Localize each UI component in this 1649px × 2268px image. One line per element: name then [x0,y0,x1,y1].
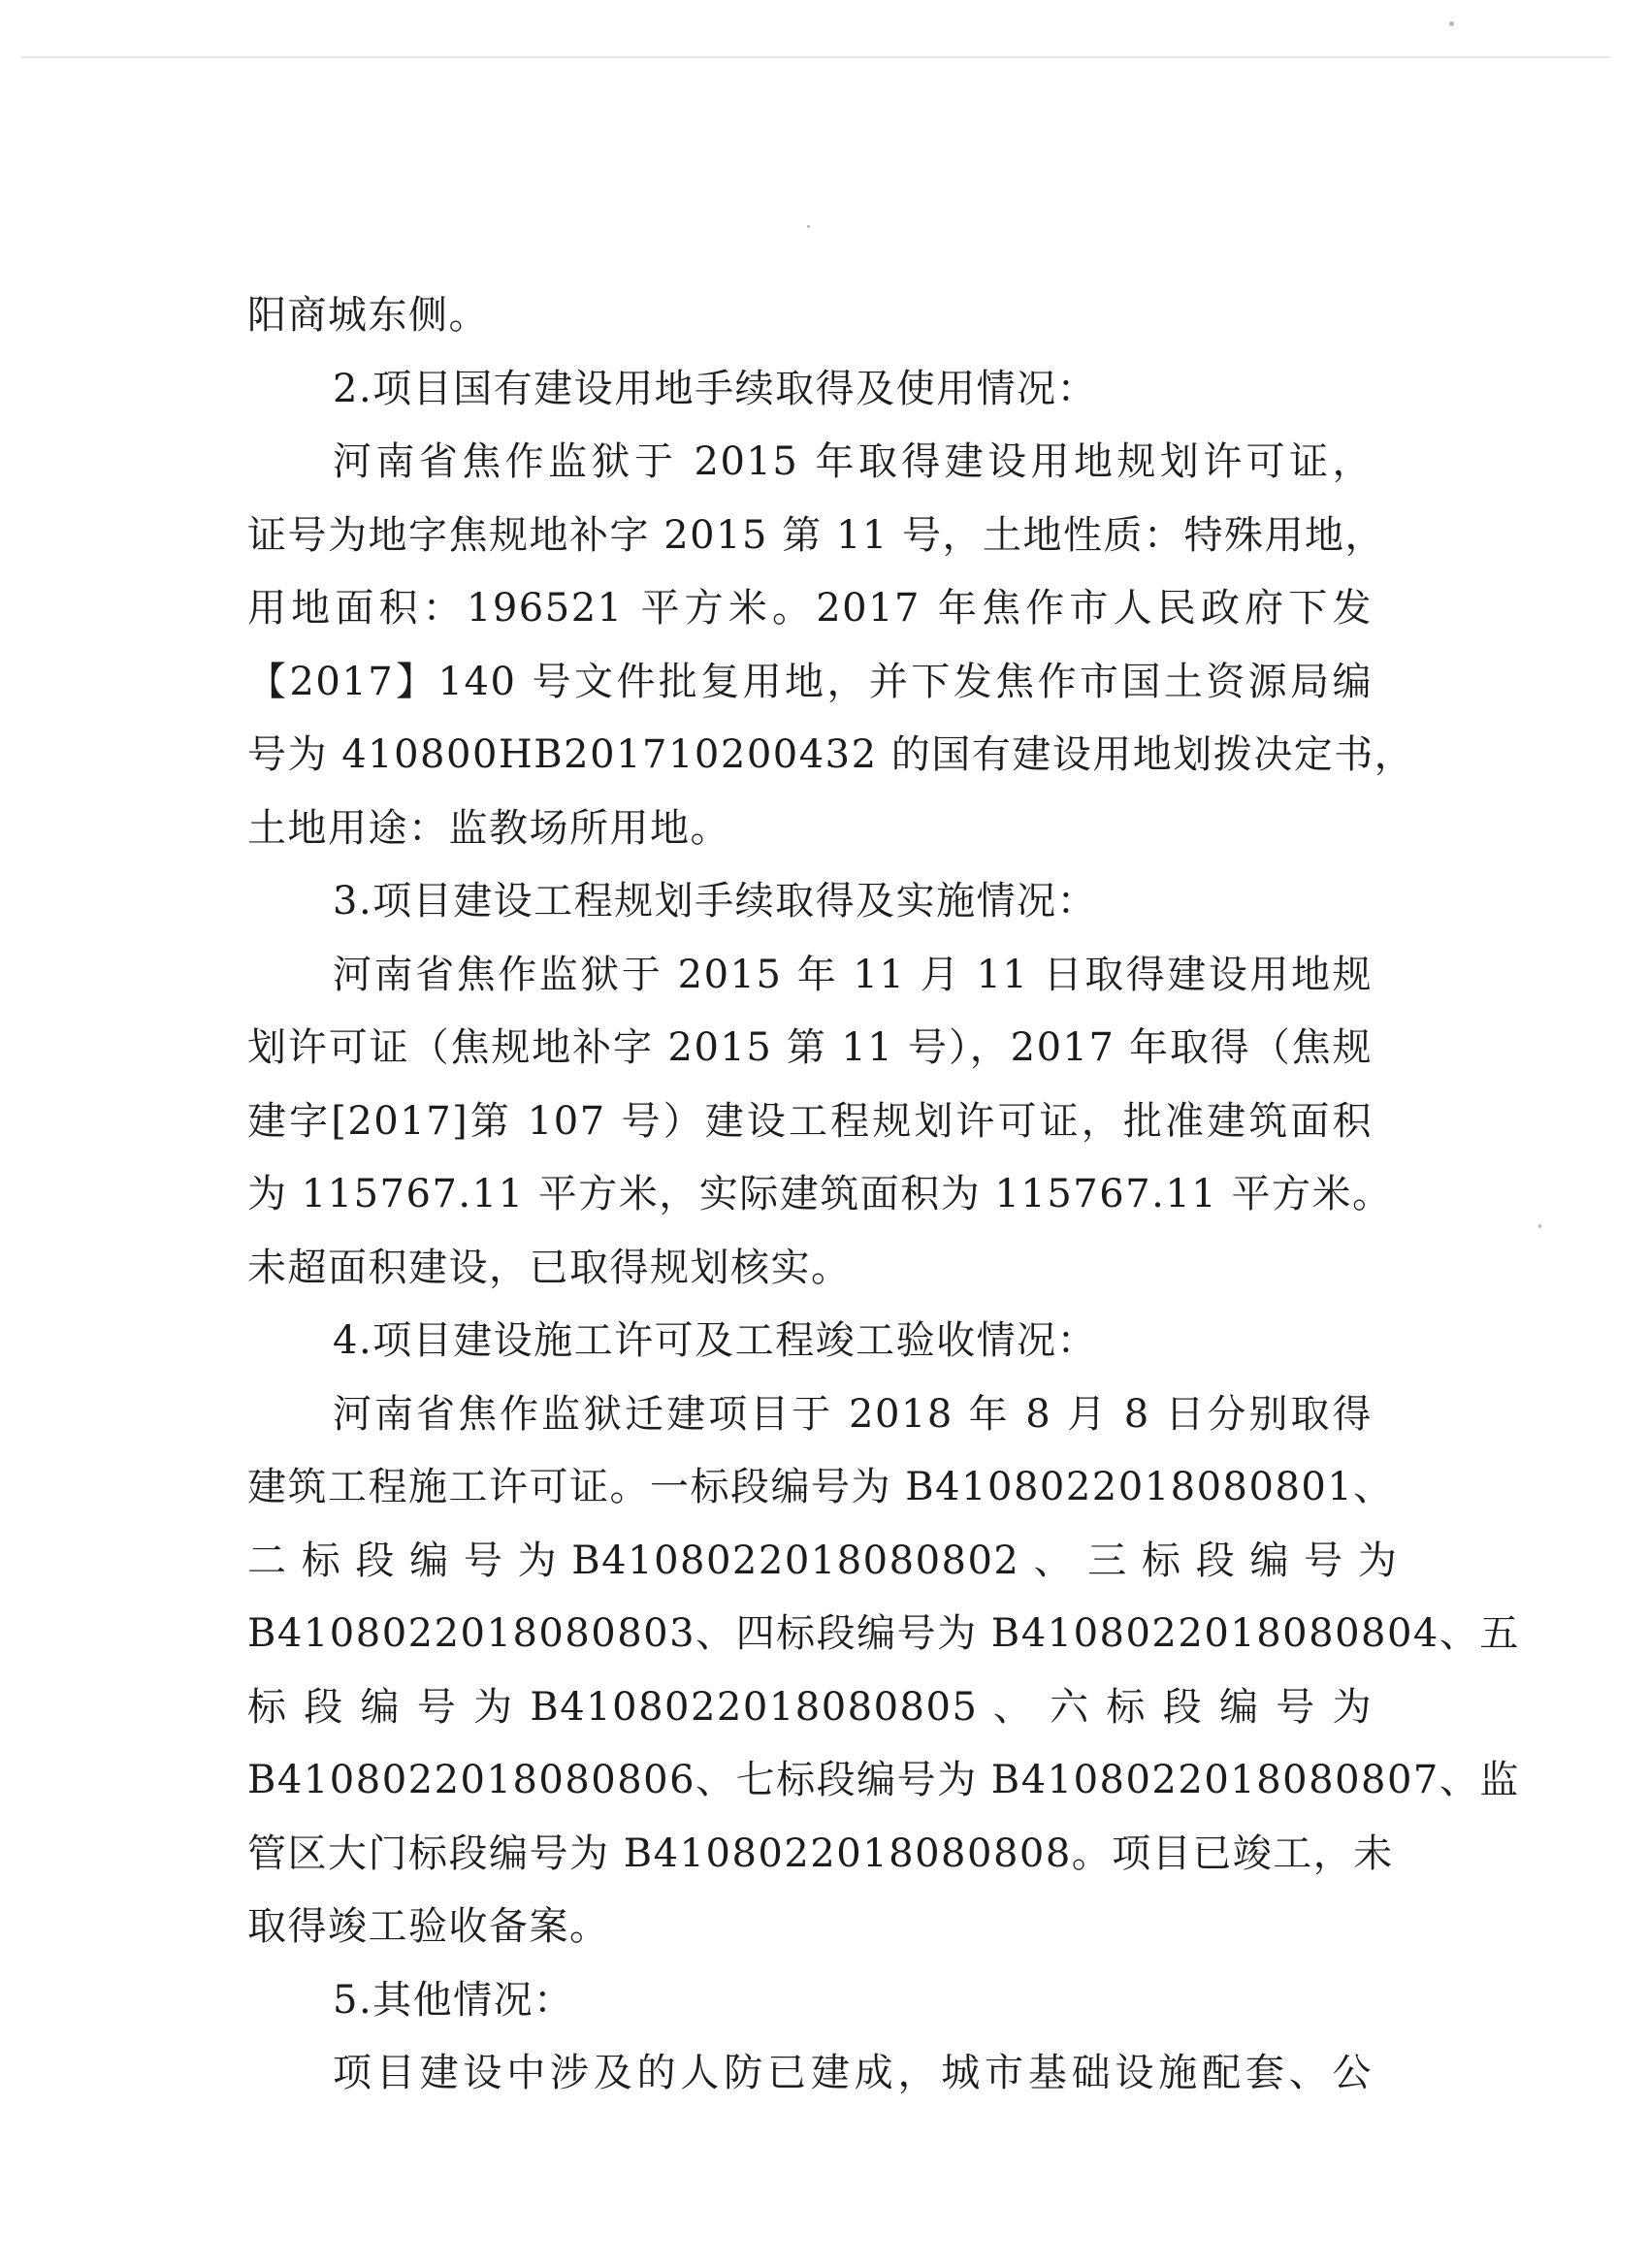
text-line: 为 115767.11 平方米，实际建筑面积为 115767.11 平方米。 [247,1172,1393,1216]
heading-construction-permit [247,1305,1373,1378]
section-heading: 5.其他情况： [333,1977,574,2023]
scan-speck [1449,21,1454,26]
scan-speck [807,225,810,228]
text-line: 管区大门标段编号为 B4108022018080808。项目已竣工，未 [247,1831,1394,1876]
text-line: 河南省焦作监狱迁建项目于 2018 年 8 月 8 日分别取得 [333,1391,1373,1437]
text-line: 土地用途：监教场所用地。 [247,805,730,851]
section-heading: 4.项目建设施工许可及工程竣工验收情况： [333,1318,1098,1363]
paragraph-other [247,2037,1373,2111]
text-line: 证号为地字焦规地补字 2015 第 11 号，土地性质：特殊用地， [247,512,1386,558]
text-line: 取得竣工验收备案。 [247,1904,610,1949]
scan-edge-line [21,56,1610,58]
text-line: 建字[2017]第 107 号）建设工程规划许可证，批准建筑面积 [247,1098,1373,1144]
text-line: 二 标 段 编 号 为 B4108022018080802 、 三 标 段 编 号 为 [247,1538,1399,1583]
heading-land-use-procedures [247,353,1373,427]
text-line: 划许可证（焦规地补字 2015 第 11 号），2017 年取得（焦规 [247,1025,1373,1070]
text-line: 用地面积：196521 平方米。2017 年焦作市人民政府下发 [247,586,1373,631]
text-line: 项目建设中涉及的人防已建成，城市基础设施配套、公 [333,2051,1373,2095]
text-line: B4108022018080803、四标段编号为 B4108022018080804、五 [247,1611,1520,1656]
text-line: 【2017】140 号文件批复用地，并下发焦作市国土资源局编 [247,659,1373,704]
heading-planning-procedures [247,865,1373,939]
text-line: 建筑工程施工许可证。一标段编号为 B4108022018080801、 [247,1465,1394,1509]
text-line: B4108022018080806、七标段编号为 B4108022018080807、监 [247,1758,1520,1802]
paragraph-land-use [247,426,1415,865]
text-line: 河南省焦作监狱于 2015 年 11 月 11 日取得建设用地规 [333,952,1373,997]
text-line: 阳商城东侧。 [247,293,489,338]
scan-speck [1538,1224,1541,1228]
section-heading: 3.项目建设工程规划手续取得及实施情况： [333,879,1098,923]
paragraph-construction-permit [247,1378,1520,1964]
section-heading: 2.项目国有建设用地手续取得及使用情况： [333,366,1098,411]
document-body [247,279,1520,2111]
text-line: 未超面积建设，已取得规划核实。 [247,1245,852,1290]
text-line: 号为 410800HB201710200432 的国有建设用地划拨决定书， [247,732,1415,777]
text-line: 河南省焦作监狱于 2015 年取得建设用地规划许可证， [333,439,1373,484]
heading-other [247,1964,1373,2038]
text-line: 标 段 编 号 为 B4108022018080805 、 六 标 段 编 号 为 [247,1684,1373,1730]
paragraph-location-end [247,279,1373,353]
paragraph-planning [247,939,1393,1306]
